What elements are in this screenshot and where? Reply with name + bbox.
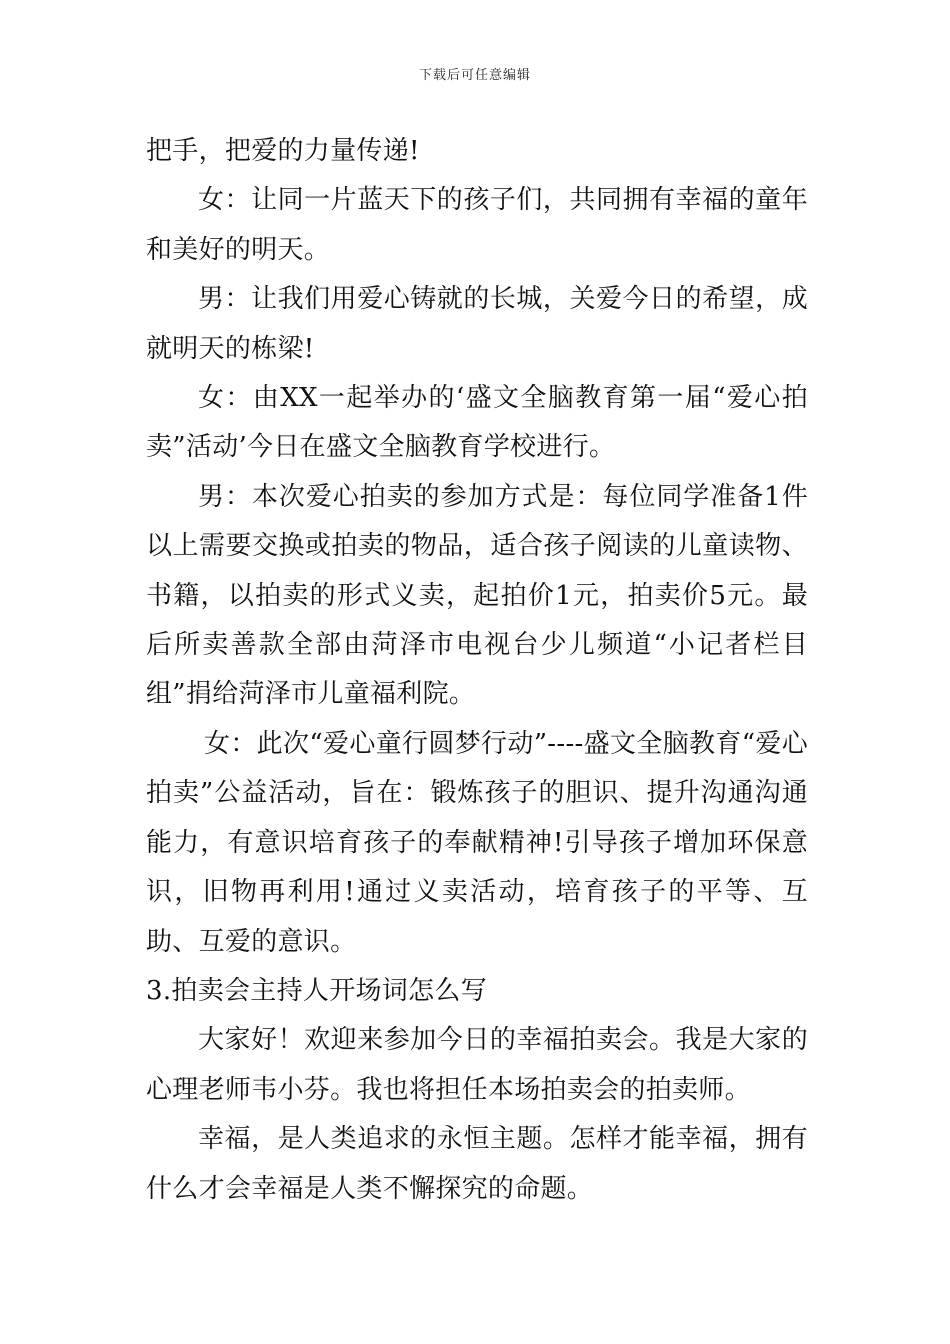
paragraph-5: 男：本次爱心拍卖的参加方式是：每位同学准备1件以上需要交换或拍卖的物品，适合孩子阅读的儿童读物、书籍，以拍卖的形式义卖，起拍价1元，拍卖价5元。最后所卖善款全部由菏泽市电视台少儿频道“小记者栏目组”捐给菏泽市儿童福利院。 — [146, 481, 808, 710]
section-heading: 3.拍卖会主持人开场词怎么写 — [146, 975, 488, 1006]
paragraph-2: 女：让同一片蓝天下的孩子们，共同拥有幸福的童年和美好的明天。 — [146, 185, 808, 265]
page-header: 下载后可任意编辑 — [418, 68, 531, 83]
paragraph-3: 男：让我们用爱心铸就的长城，关爱今日的希望，成就明天的栋梁! — [146, 284, 808, 364]
paragraph-1: 把手，把爱的力量传递! — [146, 136, 420, 166]
paragraph-8: 幸福，是人类追求的永恒主题。怎样才能幸福，拥有什么才会幸福是人类不懈探究的命题。 — [146, 1124, 808, 1204]
paragraph-4: 女：由XX一起举办的‘盛文全脑教育第一届“爱心拍卖”活动’今日在盛文全脑教育学校进行。 — [146, 383, 808, 463]
paragraph-6: 女：此次“爱心童行圆梦行动”----盛文全脑教育“爱心拍卖”公益活动，旨在：锻炼孩子的胆识、提升沟通沟通能力，有意识培育孩子的奉献精神!引导孩子增加环保意识，旧物再利用!通过义卖活动，培育孩子的平等、互助、互爱的意识。 — [146, 728, 808, 957]
document-body — [146, 127, 808, 1214]
paragraph-7: 大家好！欢迎来参加今日的幸福拍卖会。我是大家的心理老师韦小芬。我也将担任本场拍卖会的拍卖师。 — [146, 1025, 808, 1105]
